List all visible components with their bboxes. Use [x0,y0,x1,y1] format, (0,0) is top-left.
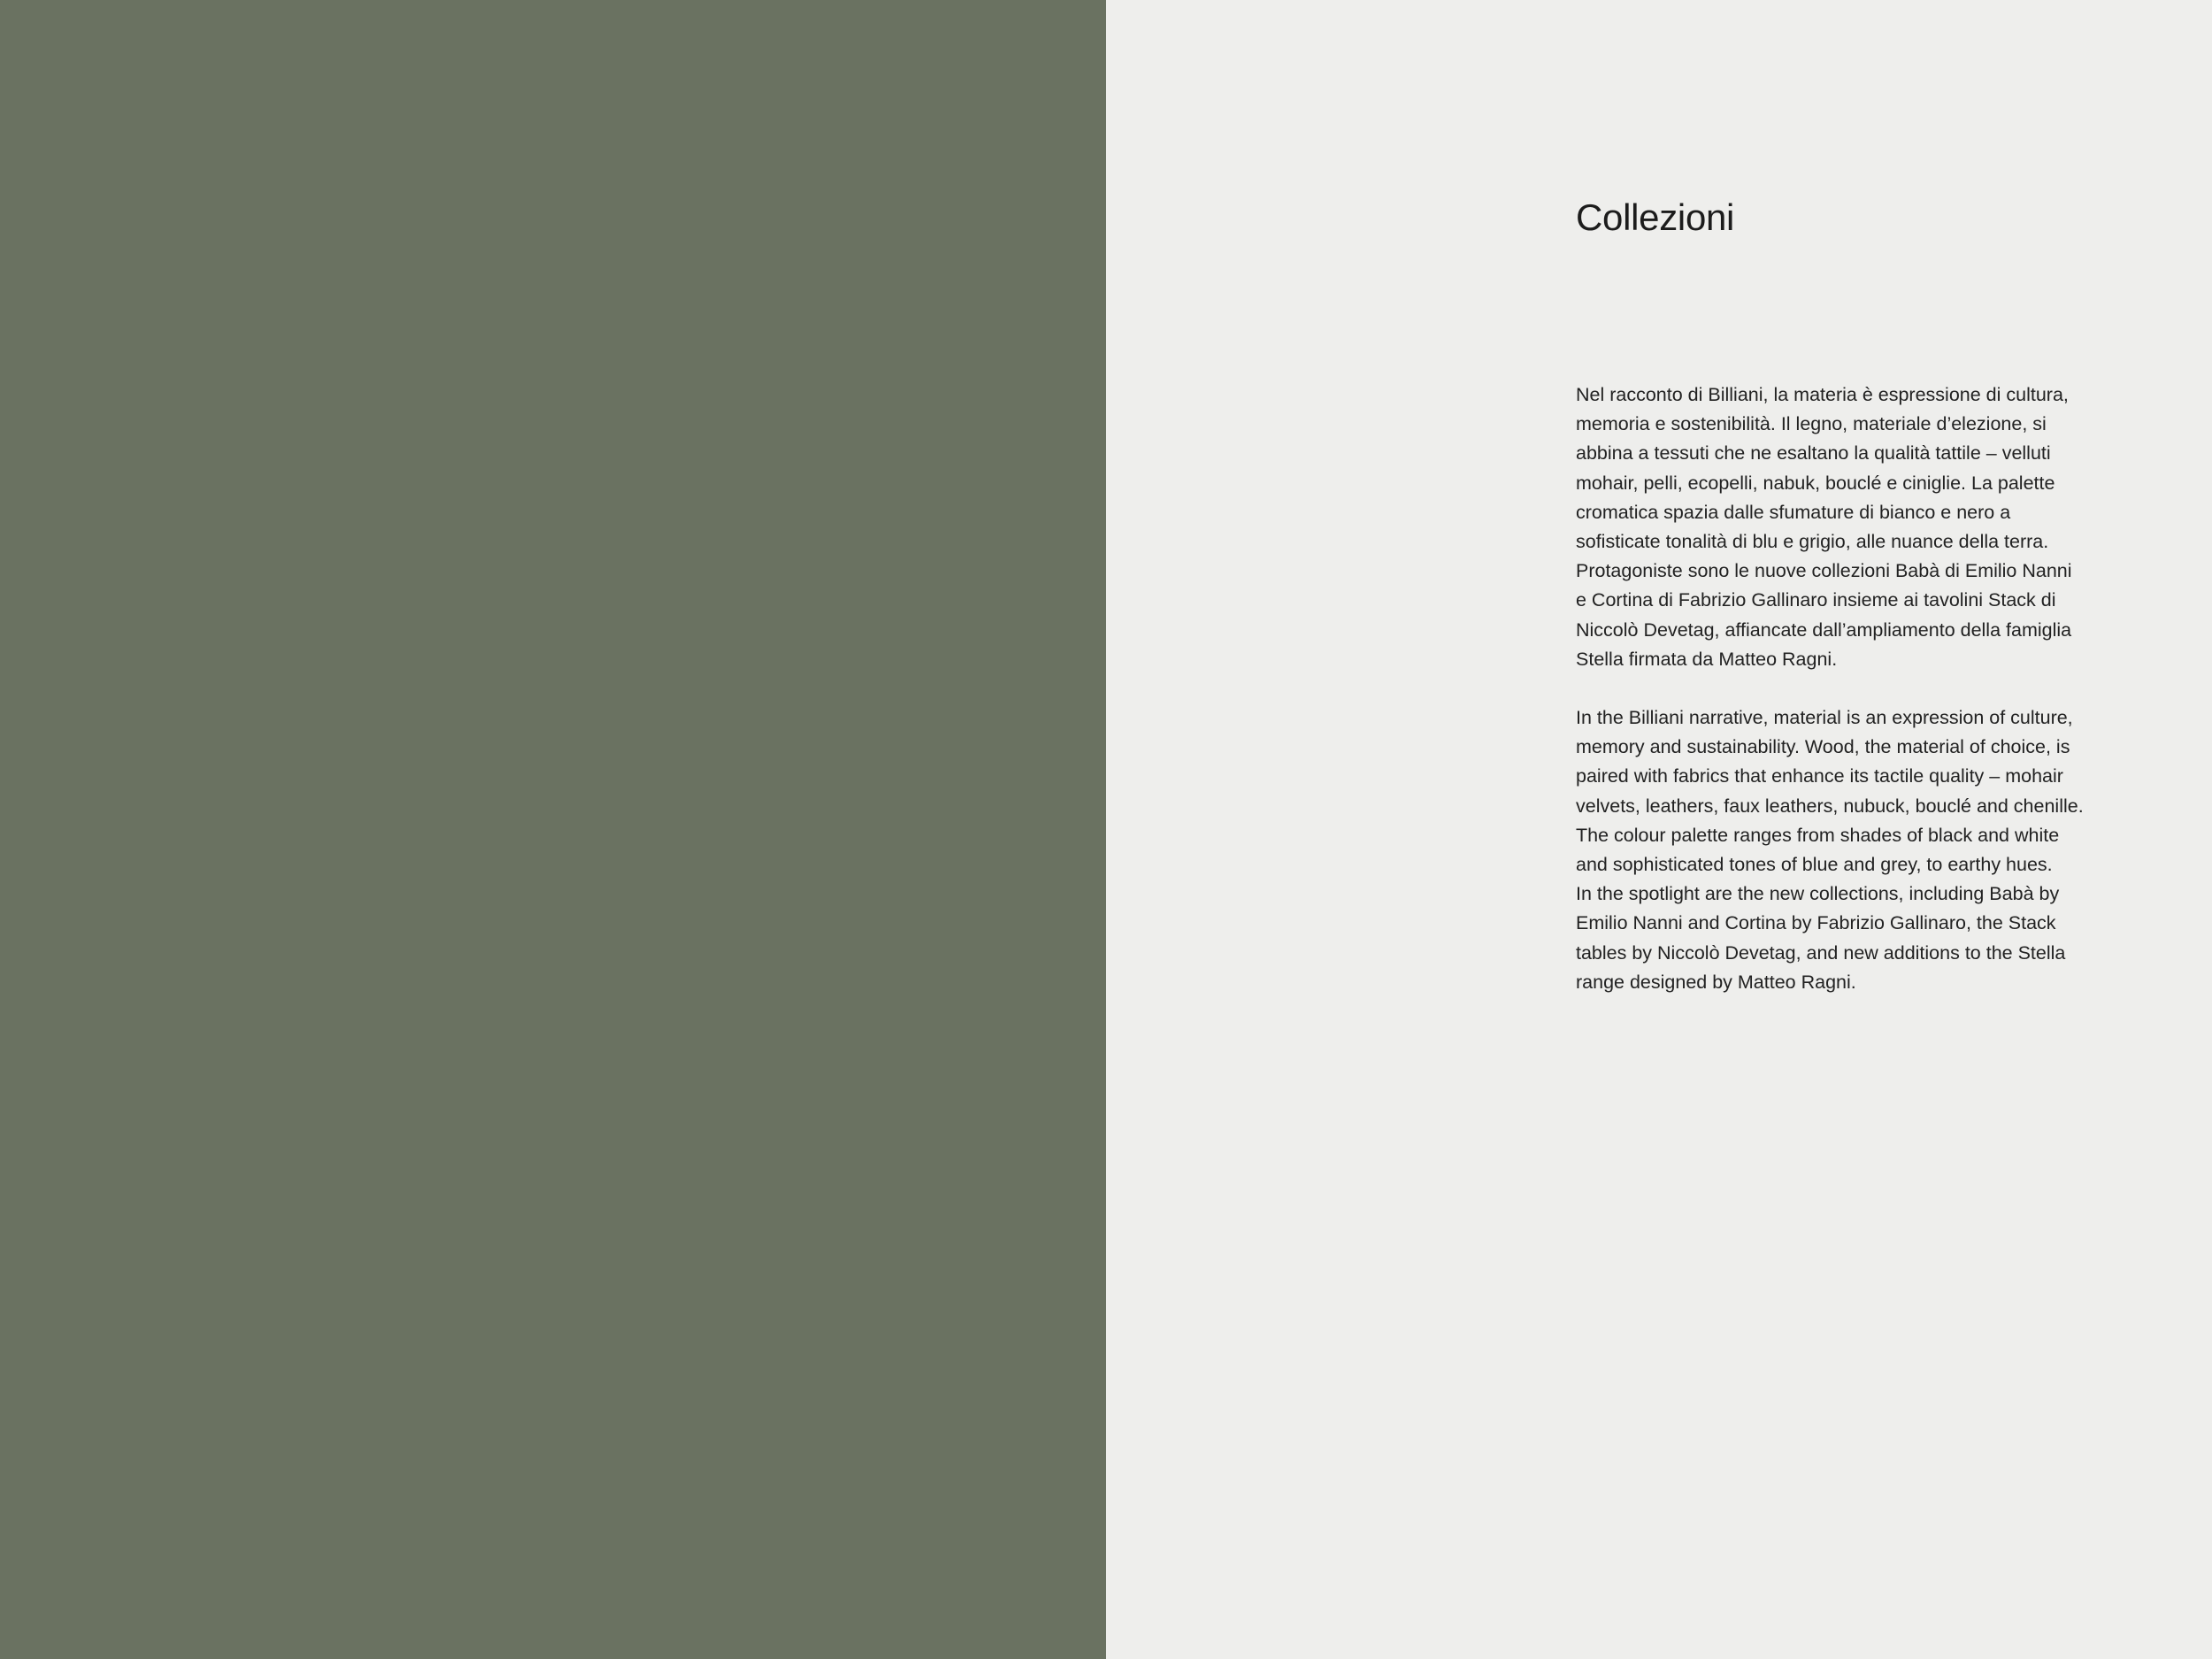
text-line: memory and sustainability. Wood, the material of choice, is [1576,736,2070,758]
text-line: Niccolò Devetag, affiancate dall’ampliamento della famiglia [1576,618,2072,641]
text-line: sofisticate tonalità di blu e grigio, alle nuance della terra. [1576,531,2049,553]
text-line: paired with fabrics that enhance its tactile quality – mohair [1576,765,2063,787]
text-line: In the Billiani narrative, material is an expression of culture, [1576,707,2073,729]
body-text [1576,380,2116,1026]
text-line: e Cortina di Fabrizio Gallinaro insieme ai tavolini Stack di [1576,589,2056,611]
text-line: Stella firmata da Matteo Ragni. [1576,648,1838,670]
text-line: In the spotlight are the new collections, including Babà by [1576,883,2060,905]
text-line: abbina a tessuti che ne esaltano la qualità tattile – velluti [1576,442,2051,465]
paragraph-english [1576,703,2116,997]
text-line: Protagoniste sono le nuove collezioni Babà di Emilio Nanni [1576,560,2072,582]
text-line: tables by Niccolò Devetag, and new additions to the Stella [1576,941,2066,964]
paragraph-italian [1576,380,2116,674]
text-line: mohair, pelli, ecopelli, nabuk, bouclé e ciniglie. La palette [1576,472,2055,494]
text-line: and sophisticated tones of blue and grey, to earthy hues. [1576,854,2053,876]
text-line: Nel racconto di Billiani, la materia è espressione di cultura, [1576,384,2069,405]
text-line: range designed by Matteo Ragni. [1576,971,1856,993]
text-line: memoria e sostenibilità. Il legno, materiale d’elezione, si [1576,413,2047,435]
text-line: The colour palette ranges from shades of black and white [1576,824,2060,846]
text-line: Emilio Nanni and Cortina by Fabrizio Gallinaro, the Stack [1576,912,2056,934]
text-line: velvets, leathers, faux leathers, nubuck, bouclé and chenille. [1576,795,2084,817]
page-title: Collezioni [1576,196,1735,238]
text-line: cromatica spazia dalle sfumature di bianco e nero a [1576,501,2011,523]
